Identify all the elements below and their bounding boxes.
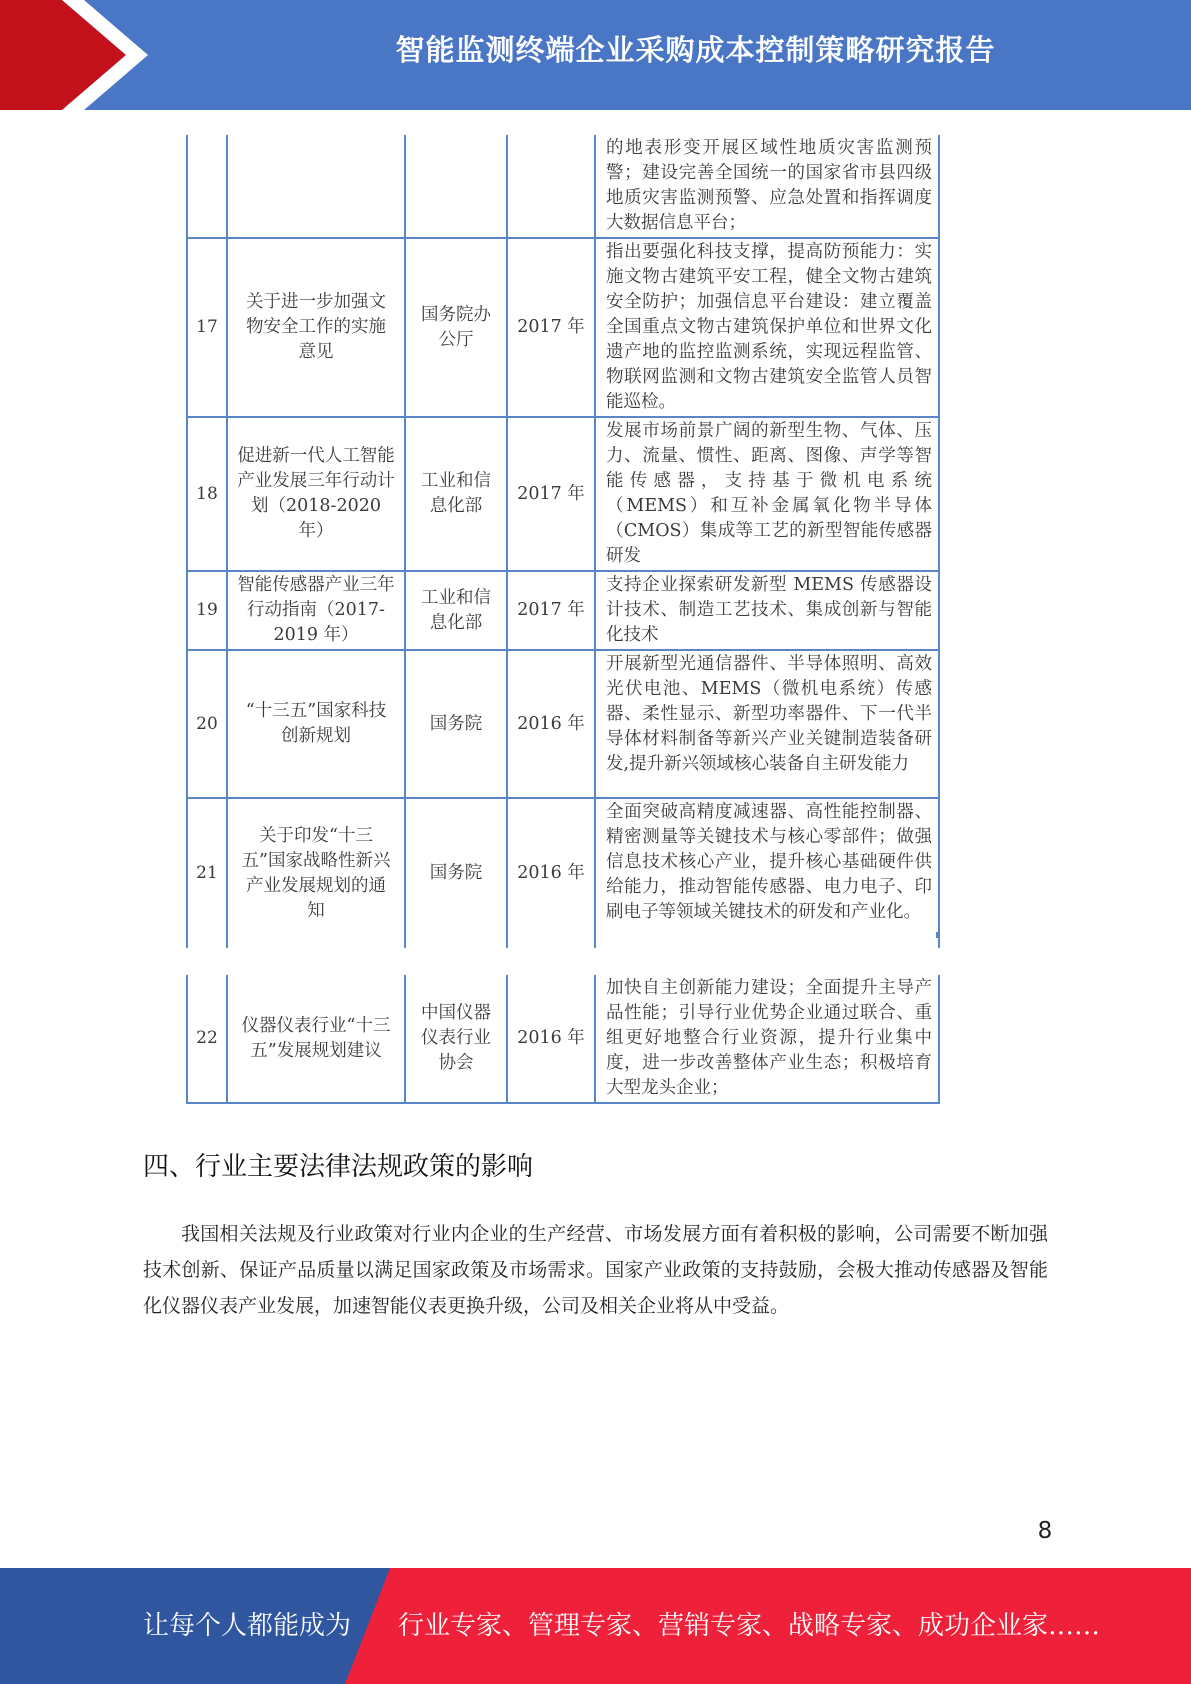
cell-issuer: 国务院 [405,650,507,798]
cell-content: 支持企业探索研发新型 MEMS 传感器设计技术、制造工艺技术、集成创新与智能化技术 [595,571,939,650]
table-row [187,650,939,798]
cell-num: 22 [187,975,227,1103]
page-header [0,0,1191,110]
cell-title: “十三五”国家科技创新规划 [227,650,405,798]
header-title: 智能监测终端企业采购成本控制策略研究报告 [395,33,996,67]
table-row [187,798,939,948]
cell-issuer: 工业和信息化部 [405,417,507,571]
cell-year: 2017 年 [507,571,595,650]
table-row-continued [187,135,939,238]
cell-issuer [405,135,507,238]
section-heading: 四、行业主要法律法规政策的影响 [143,1152,534,1182]
cell-num: 20 [187,650,227,798]
cell-content: 指出要强化科技支撑，提高防预能力：实施文物古建筑平安工程，健全文物古建筑安全防护；加强信息平台建设：建立覆盖全国重点文物古建筑保护单位和世界文化遗产地的监控监测系统，实现远程监管、物联网监测和文物古建筑安全监管人员智能巡检。 [595,238,939,417]
page-footer [0,1568,1191,1684]
cell-num: 18 [187,417,227,571]
cell-title: 关于印发“十三五”国家战略性新兴产业发展规划的通知 [227,798,405,948]
header-arrow-decoration [0,0,150,110]
cell-issuer: 国务院 [405,798,507,948]
body-paragraph: 我国相关法规及行业政策对行业内企业的生产经营、市场发展方面有着积极的影响，公司需要不断加强技术创新、保证产品质量以满足国家政策及市场需求。国家产业政策的支持鼓励，会极大推动传感器及智能化仪器仪表产业发展，加速智能仪表更换升级，公司及相关企业将从中受益。 [143,1223,1048,1317]
cell-year: 2017 年 [507,238,595,417]
cell-num: 17 [187,238,227,417]
cell-issuer: 工业和信息化部 [405,571,507,650]
cell-content: 的地表形变开展区域性地质灾害监测预警；建设完善全国统一的国家省市县四级地质灾害监测预警、应急处置和指挥调度大数据信息平台； [595,135,939,238]
policy-table-continued [186,975,940,1104]
table-row [187,417,939,571]
cell-title: 促进新一代人工智能产业发展三年行动计划（2018-2020 年） [227,417,405,571]
cell-year [507,135,595,238]
table-row [187,975,939,1103]
footer-slogan-left: 让每个人都能成为 [143,1611,352,1641]
table-row [187,238,939,417]
page-number: 8 [1037,1518,1053,1544]
cell-title: 关于进一步加强文物安全工作的实施意见 [227,238,405,417]
cell-title [227,135,405,238]
policy-table [186,135,940,948]
cell-content: 加快自主创新能力建设；全面提升主导产品性能；引导行业优势企业通过联合、重组更好地整合行业资源，提升行业集中度，进一步改善整体产业生态；积极培育大型龙头企业； [595,975,939,1103]
cell-content: 全面突破高精度减速器、高性能控制器、精密测量等关键技术与核心零部件；做强信息技术核心产业，提升核心基础硬件供给能力，推动智能传感器、电力电子、印刷电子等领域关键技术的研发和产业化。 [595,798,939,948]
footer-slogan-right: 行业专家、管理专家、营销专家、战略专家、成功企业家…… [398,1611,1101,1641]
cell-year: 2016 年 [507,650,595,798]
cell-num: 19 [187,571,227,650]
cell-content: 发展市场前景广阔的新型生物、气体、压力、流量、惯性、距离、图像、声学等智能传感器，支持基于微机电系统（MEMS）和互补金属氧化物半导体（CMOS）集成等工艺的新型智能传感器研发 [595,417,939,571]
table-row [187,571,939,650]
cell-year: 2016 年 [507,975,595,1103]
cell-num [187,135,227,238]
cell-year: 2016 年 [507,798,595,948]
cell-title: 智能传感器产业三年行动指南（2017-2019 年） [227,571,405,650]
cell-issuer: 国务院办公厅 [405,238,507,417]
cell-num: 21 [187,798,227,948]
table-cut-edge [186,932,938,938]
cell-title: 仪器仪表行业“十三五”发展规划建议 [227,975,405,1103]
cell-issuer: 中国仪器仪表行业协会 [405,975,507,1103]
cell-year: 2017 年 [507,417,595,571]
cell-content: 开展新型光通信器件、半导体照明、高效光伏电池、MEMS（微机电系统）传感器、柔性显示、新型功率器件、下一代半导体材料制备等新兴产业关键制造装备研发,提升新兴领域核心装备自主研发能力 [595,650,939,798]
